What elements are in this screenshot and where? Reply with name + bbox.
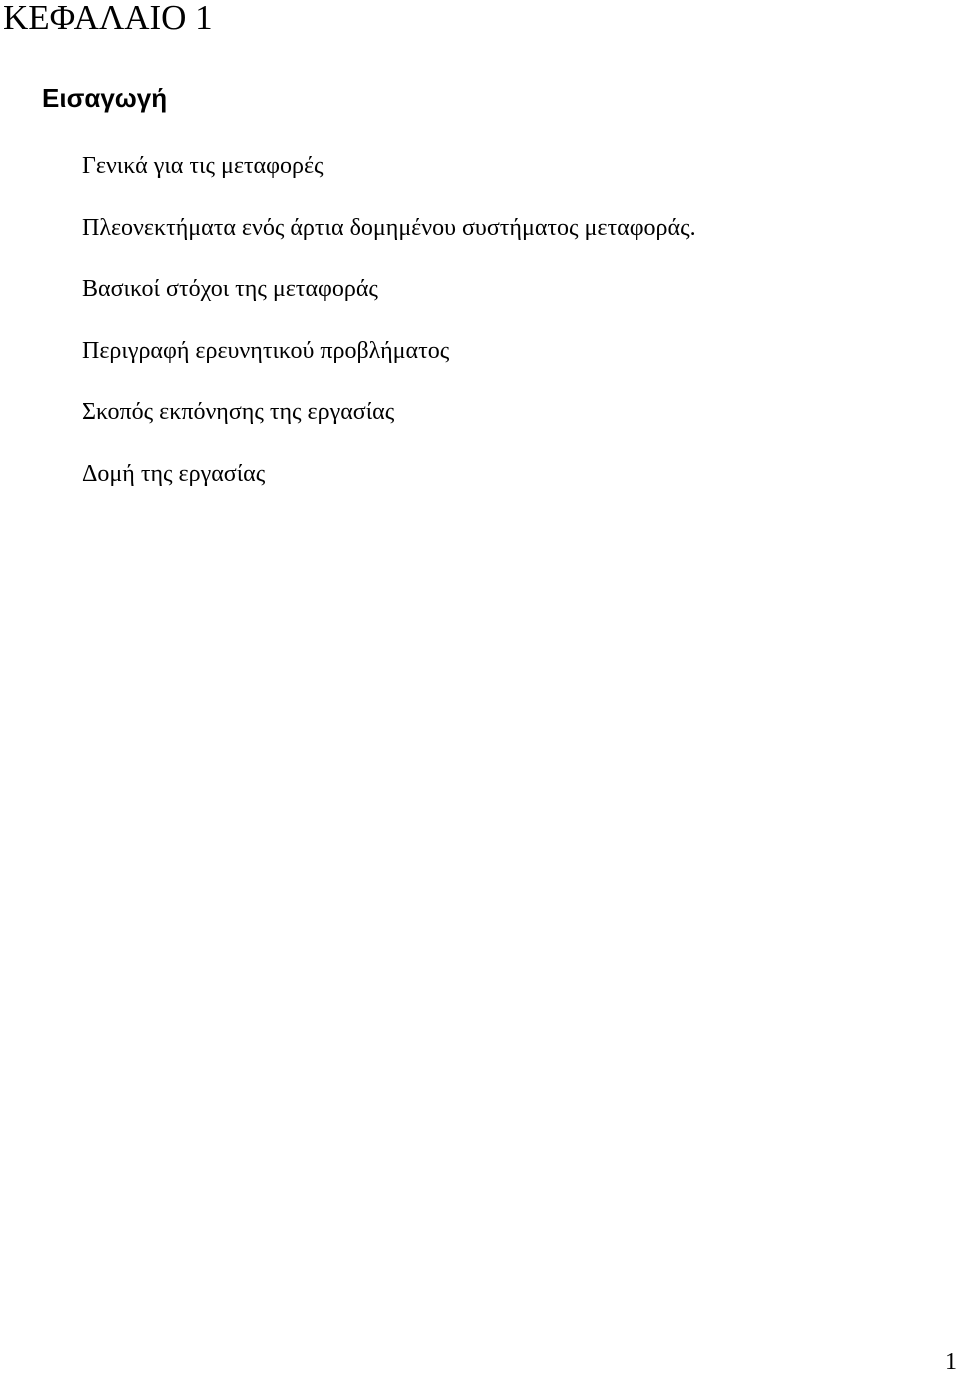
topic-item: Περιγραφή ερευνητικού προβλήματος [82,337,450,364]
topic-item: Γενικά για τις μεταφορές [82,153,324,179]
topic-list [82,150,696,519]
topic-item: Πλεονεκτήματα ενός άρτια δομημένου συστήματος μεταφοράς. [82,214,696,241]
chapter-title: ΚΕΦΑΛΑΙΟ 1 [3,0,213,37]
topic-item: Δομή της εργασίας [82,460,266,487]
topic-item: Βασικοί στόχοι της μεταφοράς [82,276,378,302]
topic-item: Σκοπός εκπόνησης της εργασίας [82,399,395,425]
page-number: 1 [945,1349,957,1375]
section-title: Εισαγωγή [42,83,168,113]
